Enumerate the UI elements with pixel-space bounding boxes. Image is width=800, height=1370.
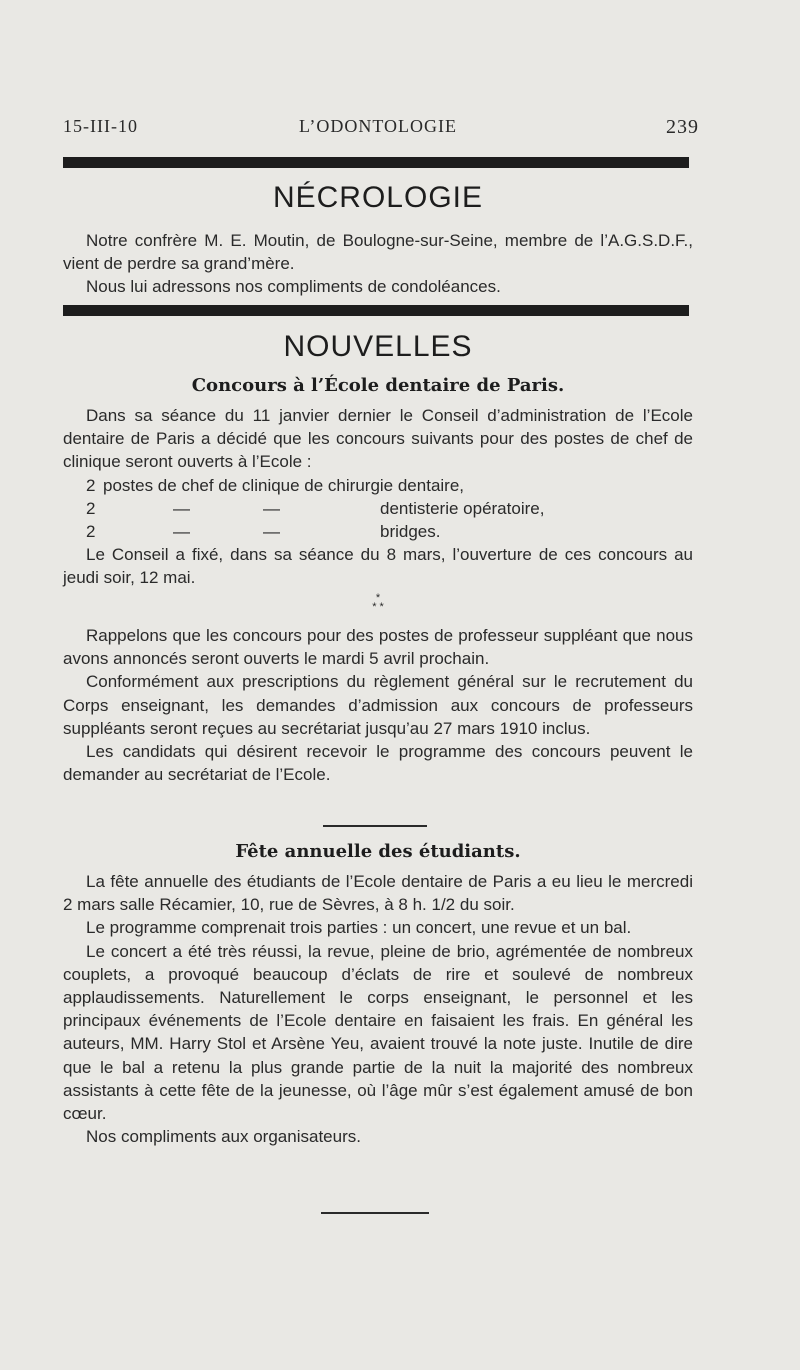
list-count: 2: [86, 521, 96, 541]
concours-intro: Dans sa séance du 11 janvier dernier le Conseil d’administration de l’Ecole dentaire de Paris a décidé que les concours suivants pour des postes de chef de clinique seront ouverts à l’Ecole :: [63, 406, 693, 472]
list-count: 2: [86, 498, 96, 518]
list-count: 2: [86, 475, 96, 495]
list-text: dentisterie opératoire,: [380, 498, 545, 518]
list-text: postes de chef de clinique de chirurgie dentaire,: [103, 475, 465, 495]
fete-paragraph: La fête annuelle des étudiants de l’Ecole dentaire de Paris a eu lieu le mercredi 2 mars salle Récamier, 10, rue de Sèvres, à 8 h. 1/2 du soir.: [63, 872, 693, 915]
necrologie-title: NÉCROLOGIE: [272, 181, 484, 214]
necrologie-paragraph: Notre confrère M. E. Moutin, de Boulogne-sur-Seine, membre de l’A.G.S.D.F., vient de perdre sa grand’mère.: [63, 231, 693, 274]
list-item: [63, 520, 693, 543]
necrologie-paragraph: Nous lui adressons nos compliments de condoléances.: [86, 277, 501, 297]
end-rule: [321, 1212, 429, 1214]
ditto-dash: —: [263, 498, 280, 518]
issue-date: 15-III-10: [63, 116, 138, 136]
separator-rule: [323, 825, 427, 827]
section-rule-necrologie: [63, 157, 689, 168]
necrologie-body: [63, 229, 693, 299]
concours-paragraph: Conformément aux prescriptions du règlement général sur le recrutement du Corps enseignant, les demandes d’admission aux concours de professeurs suppléants seront reçues au secrétariat jusqu’au 27 mars 1910 inclus.: [63, 672, 693, 738]
section-rule-nouvelles: [63, 305, 689, 316]
fete-body: [63, 870, 693, 1148]
list-item: [63, 474, 693, 497]
asterism-bottom: * *: [372, 601, 384, 613]
concours-paragraph: Rappelons que les concours pour des postes de professeur suppléant que nous avons annoncés seront ouverts le mardi 5 avril prochain.: [63, 626, 693, 669]
running-head: [63, 116, 699, 140]
fete-paragraph: Nos compliments aux organisateurs.: [86, 1127, 361, 1147]
concours-after-list: Le Conseil a fixé, dans sa séance du 8 mars, l’ouverture de ces concours au jeudi soir, 12 mai.: [63, 545, 693, 588]
journal-title: L’ODONTOLOGIE: [299, 116, 457, 136]
asterism-top: *: [375, 592, 381, 604]
concours-title: Concours à l’École dentaire de Paris.: [191, 375, 565, 396]
list-text: bridges.: [380, 521, 441, 541]
fete-paragraph: Le programme comprenait trois parties : un concert, une revue et un bal.: [86, 918, 632, 938]
ditto-dash: —: [263, 521, 280, 541]
fete-paragraph: Le concert a été très réussi, la revue, pleine de brio, agrémentée de nombreux couplets, a provoqué beaucoup d’éclats de rire et soulevé de nombreux applaudissements. Naturellement le corps enseignant, le personnel et les principaux événements de l’Ecole dentaire en faisaient les frais. En général les auteurs, MM. Harry Stol et Arsène Yeu, avaient trouvé la note juste. Inutile de dire que le bal a retenu la plus grande partie de la nuit la majorité des nombreux assistants à cette fête de la jeunesse, où l’âge mûr s’est également amusé de bon cœur.: [63, 941, 693, 1124]
ditto-dash: —: [173, 521, 190, 541]
fete-title: Fête annuelle des étudiants.: [235, 841, 521, 862]
concours-paragraph: Les candidats qui désirent recevoir le programme des concours peuvent le demander au secrétariat de l’Ecole.: [63, 742, 693, 785]
asterism: [63, 594, 693, 612]
ditto-dash: —: [173, 498, 190, 518]
list-item: [63, 497, 693, 520]
concours-body: [63, 404, 693, 590]
page-number: 239: [666, 116, 699, 138]
concours-paragraphs: [63, 624, 693, 786]
nouvelles-title: NOUVELLES: [283, 330, 473, 363]
